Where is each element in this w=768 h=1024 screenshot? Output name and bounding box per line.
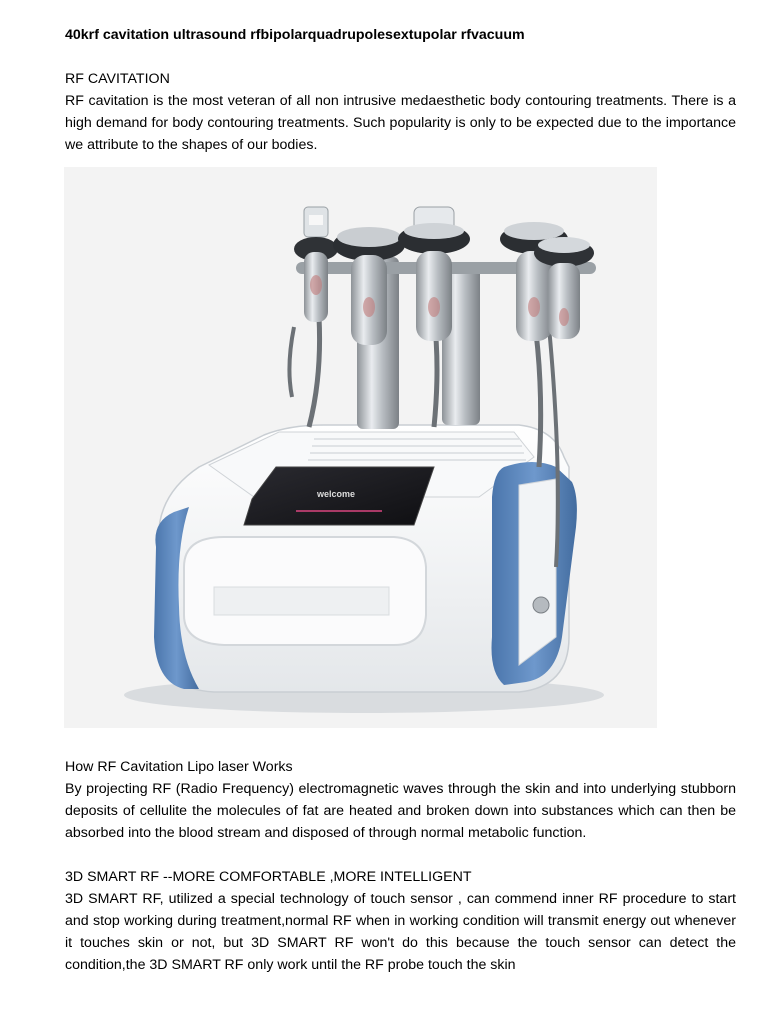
screen-welcome-text: welcome — [316, 489, 356, 499]
document-section-group — [65, 756, 736, 976]
section-body-3d-smart-rf: 3D SMART RF, utilized a special technology of touch sensor , can commend inner RF procedure to start and stop working during treatment,normal RF when in working condition will transmit energy out whenever it touches skin or not, but 3D SMART RF won't do this because the touch sensor can detect the condition,the 3D SMART RF only work until the RF probe touch the skin — [65, 891, 736, 973]
spacer — [65, 844, 736, 866]
handle-slot — [214, 587, 389, 615]
section-body-how-it-works: By projecting RF (Radio Frequency) electromagnetic waves through the skin and into underlying stubborn deposits of cellulite the molecules of fat are heated and broken down into substances which can then be absorbed into the blood stream and disposed of through normal metabolic function. — [65, 781, 736, 841]
section-heading-3d-smart-rf: 3D SMART RF --MORE COMFORTABLE ,MORE INTELLIGENT — [65, 869, 472, 885]
spacer — [65, 46, 736, 68]
document-title: 40krf cavitation ultrasound rfbipolarquadrupolesextupolar rfvacuum — [65, 27, 525, 43]
section-body-rf-cavitation: RF cavitation is the most veteran of all non intrusive medaesthetic body contouring treatments. There is a high demand for body contouring treatments. Such popularity is only to be expected due to the importance we attribute to the shapes of our bodies. — [65, 93, 736, 153]
section-heading-rf-cavitation: RF CAVITATION — [65, 71, 170, 87]
power-knob — [533, 597, 549, 613]
cable — [309, 317, 320, 427]
cable — [289, 327, 294, 397]
document-page — [65, 24, 736, 156]
section-heading-how-it-works: How RF Cavitation Lipo laser Works — [65, 759, 293, 775]
product-image — [64, 167, 657, 728]
right-side-panel — [519, 479, 556, 665]
cavitation-machine-illustration — [64, 167, 657, 728]
